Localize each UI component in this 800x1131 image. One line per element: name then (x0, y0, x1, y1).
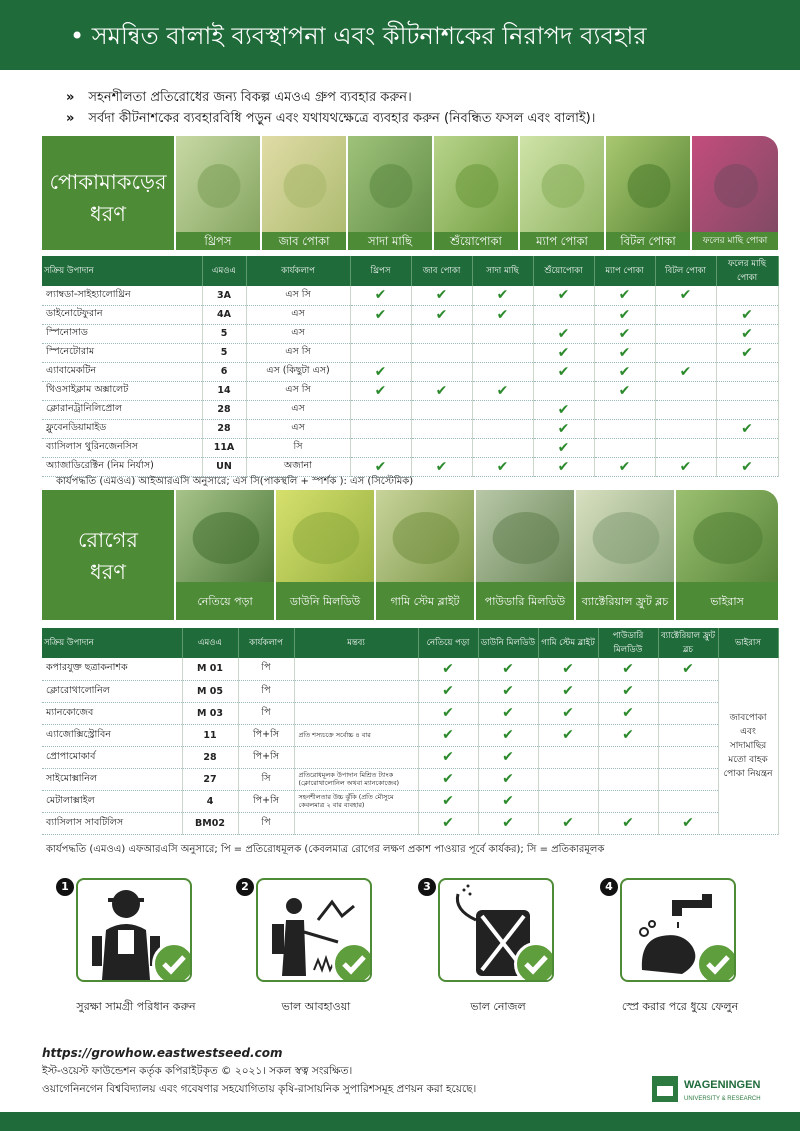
ingredient-name: ক্লোরোথালোনিল (42, 680, 182, 702)
disease-photo-caption: গামি স্টেম ব্লাইট (376, 582, 474, 620)
empty-cell (598, 790, 658, 812)
pest-table-row (42, 419, 778, 438)
empty-cell (538, 768, 598, 790)
check-icon: ✔ (594, 324, 655, 343)
check-icon: ✔ (478, 658, 538, 680)
tip-marker: » (66, 111, 75, 126)
check-icon: ✔ (598, 680, 658, 702)
check-icon: ✔ (478, 746, 538, 768)
disease-table (42, 628, 779, 835)
check-icon: ✔ (533, 362, 594, 381)
pest-photo-caption: শুঁয়োপোকা (434, 232, 518, 250)
empty-cell (594, 438, 655, 457)
empty-cell (538, 790, 598, 812)
ingredient-name: স্পিনোসাড (42, 324, 202, 343)
empty-cell (655, 305, 716, 324)
check-icon: ✔ (716, 419, 778, 438)
logo-name: WAGENINGEN (684, 1079, 761, 1091)
disease-label (42, 490, 174, 620)
empty-cell (472, 362, 533, 381)
empty-cell (472, 400, 533, 419)
empty-cell (598, 746, 658, 768)
check-icon: ✔ (411, 305, 472, 324)
pest-table-header: সক্রিয় উপাদান (42, 256, 202, 286)
moa-code: 28 (182, 746, 238, 768)
check-icon: ✔ (418, 790, 478, 812)
disease-photo (174, 490, 274, 620)
check-icon: ✔ (478, 680, 538, 702)
step-number: 3 (418, 878, 436, 896)
empty-cell (538, 746, 598, 768)
check-icon: ✔ (350, 381, 411, 400)
check-icon: ✔ (533, 438, 594, 457)
pest-table-row (42, 286, 778, 305)
empty-cell (533, 305, 594, 324)
disease-table-header: ভাইরাস (718, 628, 778, 658)
check-icon: ✔ (350, 457, 411, 476)
check-icon: ✔ (533, 324, 594, 343)
pest-photo (690, 136, 778, 250)
disease-table-row (42, 812, 778, 834)
ingredient-name: ল্যাম্বডা-সাইহ্যালোথ্রিন (42, 286, 202, 305)
check-icon: ✔ (418, 680, 478, 702)
check-icon: ✔ (598, 702, 658, 724)
pest-banner (42, 136, 778, 250)
check-icon: ✔ (350, 362, 411, 381)
tip-2 (66, 109, 595, 130)
pest-table-row (42, 438, 778, 457)
check-icon: ✔ (538, 658, 598, 680)
check-icon: ✔ (478, 812, 538, 834)
disease-table-header: নেতিয়ে পড়া (418, 628, 478, 658)
empty-cell (716, 381, 778, 400)
pest-table-row (42, 305, 778, 324)
pest-table-header: কার্যকলাপ (246, 256, 350, 286)
empty-cell (411, 438, 472, 457)
activity: এস (246, 419, 350, 438)
disease-table-row (42, 724, 778, 746)
check-icon: ✔ (594, 343, 655, 362)
disease-label-line2: ধরণ (89, 560, 127, 584)
virus-note: জাবপোকা এবং সাদামাছির মতো বাহক পোকা নিয়ন্ত্রন (718, 658, 778, 834)
empty-cell (350, 438, 411, 457)
moa-code: 6 (202, 362, 246, 381)
check-icon: ✔ (478, 724, 538, 746)
remark (294, 658, 418, 680)
pest-photo (174, 136, 260, 250)
pest-photo-caption: ম্যাপ পোকা (520, 232, 604, 250)
moa-code: 4 (182, 790, 238, 812)
check-icon: ✔ (655, 457, 716, 476)
activity: এস সি (246, 381, 350, 400)
ingredient-name: ম্যানকোজেব (42, 702, 182, 724)
disease-photo (374, 490, 474, 620)
sprayer-nozzle-icon (438, 878, 554, 982)
moa-code: BM02 (182, 812, 238, 834)
empty-cell (350, 400, 411, 419)
ingredient-name: প্রোপামোকার্ব (42, 746, 182, 768)
empty-cell (350, 343, 411, 362)
empty-cell (716, 438, 778, 457)
check-icon: ✔ (472, 457, 533, 476)
disease-banner (42, 490, 778, 620)
check-icon: ✔ (594, 305, 655, 324)
pest-table-row (42, 400, 778, 419)
activity: এস (246, 400, 350, 419)
check-icon: ✔ (411, 286, 472, 305)
ingredient-name: এ্যাজোক্সিস্ট্রোবিন (42, 724, 182, 746)
pest-photo (260, 136, 346, 250)
check-icon: ✔ (538, 702, 598, 724)
disease-table-header: কার্যকলাপ (238, 628, 294, 658)
disease-table-row (42, 680, 778, 702)
check-icon: ✔ (538, 680, 598, 702)
check-icon: ✔ (538, 724, 598, 746)
check-icon: ✔ (478, 702, 538, 724)
pest-label (42, 136, 174, 250)
ingredient-name: স্পিনেটোরাম (42, 343, 202, 362)
pest-table-header: থ্রিপস (350, 256, 411, 286)
check-icon: ✔ (533, 457, 594, 476)
remark: প্রতিরোধমূলক উপাদান মিশ্রিত ট্যাংক (ক্লোরোথালোনিল অথবা ম্যানকোজেব) (294, 768, 418, 790)
check-icon: ✔ (418, 746, 478, 768)
disease-photo-caption: নেতিয়ে পড়া (176, 582, 274, 620)
pest-table (42, 256, 779, 477)
pest-photo (346, 136, 432, 250)
check-icon: ✔ (478, 768, 538, 790)
empty-cell (658, 724, 718, 746)
moa-code: M 01 (182, 658, 238, 680)
ingredient-name: মেটালাক্সাইল (42, 790, 182, 812)
check-icon: ✔ (533, 286, 594, 305)
ingredient-name: ব্যাসিলাস সাবটিলিস (42, 812, 182, 834)
moa-code: 28 (202, 419, 246, 438)
activity: পি (238, 812, 294, 834)
disease-photo (674, 490, 778, 620)
empty-cell (594, 400, 655, 419)
step-label: ভাল নোজল (470, 1000, 526, 1013)
pest-table-header: বিটল পোকা (655, 256, 716, 286)
step-label: ভাল আবহাওয়া (281, 1000, 351, 1013)
disease-photo-caption: পাউডারি মিলডিউ (476, 582, 574, 620)
empty-cell (594, 419, 655, 438)
tip-1 (66, 88, 412, 109)
check-icon: ✔ (478, 790, 538, 812)
moa-code: 28 (202, 400, 246, 419)
check-icon: ✔ (472, 286, 533, 305)
disease-table-row (42, 790, 778, 812)
ingredient-name: কপারযুক্ত ছত্রাকনাশক (42, 658, 182, 680)
activity: এস (246, 324, 350, 343)
website-link[interactable]: https://growhow.eastwestseed.com (42, 1046, 283, 1060)
empty-cell (350, 324, 411, 343)
disease-table-header: গামি স্টেম ব্লাইট (538, 628, 598, 658)
empty-cell (411, 400, 472, 419)
disease-photo-caption: ডাউনি মিলডিউ (276, 582, 374, 620)
ingredient-name: থিওসাইক্লাম অক্সালেট (42, 381, 202, 400)
pest-table-row (42, 381, 778, 400)
check-icon: ✔ (716, 343, 778, 362)
logo-sub: UNIVERSITY & RESEARCH (684, 1096, 761, 1102)
bottom-bar (0, 1112, 800, 1131)
empty-cell (658, 768, 718, 790)
remark (294, 702, 418, 724)
empty-cell (472, 324, 533, 343)
remark: সহনশীলতার উচ্চ ঝুঁকি (প্রতি মৌসুমে কেবলমাত্র ২ বার ব্যবহার) (294, 790, 418, 812)
disease-table-row (42, 768, 778, 790)
check-icon: ✔ (533, 343, 594, 362)
empty-cell (655, 438, 716, 457)
wageningen-logo (652, 1072, 782, 1110)
activity: সি (238, 768, 294, 790)
check-icon: ✔ (472, 305, 533, 324)
tip-2-text: সর্বদা কীটনাশকের ব্যবহারবিধি পড়ুন এবং যথাযথক্ষেত্রে ব্যবহার করুন (নিবন্ধিত ফসল এবং বালাই)। (88, 111, 596, 126)
check-icon: ✔ (418, 658, 478, 680)
disease-table-header: মন্তব্য (294, 628, 418, 658)
ingredient-name: অ্যাজাডিরেক্টিন (নিম নির্যাস) (42, 457, 202, 476)
check-icon: ✔ (598, 724, 658, 746)
activity: পি (238, 680, 294, 702)
pest-table-header: জাব পোকা (411, 256, 472, 286)
empty-cell (350, 419, 411, 438)
step-number: 2 (236, 878, 254, 896)
check-icon: ✔ (594, 381, 655, 400)
activity: এস (246, 305, 350, 324)
disease-table-header: ডাউনি মিলডিউ (478, 628, 538, 658)
ok-badge (152, 942, 192, 982)
empty-cell (716, 286, 778, 305)
activity: পি+সি (238, 790, 294, 812)
check-icon: ✔ (594, 362, 655, 381)
check-icon: ✔ (418, 724, 478, 746)
empty-cell (598, 768, 658, 790)
disease-photo (474, 490, 574, 620)
step-label: সুরক্ষা সামগ্রী পরিধান করুন (76, 1000, 196, 1013)
disease-photo (274, 490, 374, 620)
ingredient-name: ব্যাসিলাস থুরিনজেনসিস (42, 438, 202, 457)
remark: প্রতি শস্যচক্রে সর্বোচ্চ ৪ বার (294, 724, 418, 746)
disease-photo-caption: ব্যাক্টেরিয়াল ফ্রুট ব্লচ (576, 582, 674, 620)
hand-wash-icon (620, 878, 736, 982)
pest-photo (604, 136, 690, 250)
pest-photo-caption: সাদা মাছি (348, 232, 432, 250)
moa-code: 3A (202, 286, 246, 305)
ppe-icon (76, 878, 192, 982)
disease-table-row (42, 702, 778, 724)
empty-cell (411, 362, 472, 381)
check-icon: ✔ (533, 400, 594, 419)
pest-photo-caption: ফলের মাছি পোকা (692, 232, 778, 250)
empty-cell (658, 790, 718, 812)
ingredient-name: সাইমোক্সানিল (42, 768, 182, 790)
empty-cell (655, 419, 716, 438)
disease-footnote: কার্যপদ্ধতি (এমওএ) এফআরএসি অনুসারে; পি = প্রতিরোধমূলক (কেবলমাত্র রোগের লক্ষণ প্রকাশ পাওয়ার পূর্বে কার্যকর); সি = প্রতিকারমূলক (46, 844, 605, 855)
pest-label-line1: পোকামাকড়ের (49, 170, 167, 194)
check-icon: ✔ (598, 812, 658, 834)
check-icon: ✔ (655, 362, 716, 381)
moa-code: M 03 (182, 702, 238, 724)
check-icon: ✔ (716, 324, 778, 343)
tip-1-text: সহনশীলতা প্রতিরোধের জন্য বিকল্প এমওএ গ্রুপ ব্যবহার করুন। (88, 90, 412, 105)
pest-photo-caption: থ্রিপস (176, 232, 260, 250)
empty-cell (533, 381, 594, 400)
ingredient-name: ডাইনোটেফুরান (42, 305, 202, 324)
disease-label-line1: রোগের (78, 528, 138, 552)
pest-table-header: ম্যাপ পোকা (594, 256, 655, 286)
weather-spray-icon (256, 878, 372, 982)
moa-code: 27 (182, 768, 238, 790)
tip-marker: » (66, 90, 75, 105)
activity: পি+সি (238, 724, 294, 746)
check-icon: ✔ (538, 812, 598, 834)
pest-label-line2: ধরণ (89, 202, 127, 226)
ingredient-name: ফ্লুবেনডিয়ামাইড (42, 419, 202, 438)
disease-photo (574, 490, 674, 620)
step-label: স্প্রে করার পরে ধুয়ে ফেলুন (621, 1000, 739, 1013)
activity: পি+সি (238, 746, 294, 768)
moa-code: 11 (182, 724, 238, 746)
check-icon: ✔ (716, 305, 778, 324)
moa-code: M 05 (182, 680, 238, 702)
disease-table-header: সক্রিয় উপাদান (42, 628, 182, 658)
check-icon: ✔ (658, 812, 718, 834)
remark (294, 746, 418, 768)
empty-cell (716, 400, 778, 419)
pest-photo-caption: জাব পোকা (262, 232, 346, 250)
empty-cell (655, 324, 716, 343)
pest-table-row (42, 343, 778, 362)
check-icon: ✔ (655, 286, 716, 305)
check-icon: ✔ (418, 768, 478, 790)
page-title: • সমন্বিত বালাই ব্যবস্থাপনা এবং কীটনাশকের নিরাপদ ব্যবহার (70, 22, 647, 50)
moa-code: 14 (202, 381, 246, 400)
disease-table-header: ব্যাক্টেরিয়াল ফ্রুট ব্লচ (658, 628, 718, 658)
empty-cell (716, 362, 778, 381)
check-icon: ✔ (594, 457, 655, 476)
empty-cell (655, 400, 716, 419)
check-icon: ✔ (350, 305, 411, 324)
empty-cell (655, 381, 716, 400)
check-icon: ✔ (598, 658, 658, 680)
disease-photo-caption: ভাইরাস (676, 582, 778, 620)
check-icon: ✔ (411, 381, 472, 400)
moa-code: 5 (202, 343, 246, 362)
activity: এস (কিছুটা এস) (246, 362, 350, 381)
pest-table-row (42, 324, 778, 343)
check-icon: ✔ (350, 286, 411, 305)
check-icon: ✔ (418, 702, 478, 724)
activity: পি (238, 702, 294, 724)
pest-table-header: এমওএ (202, 256, 246, 286)
disease-table-row (42, 658, 778, 680)
check-icon: ✔ (533, 419, 594, 438)
step-number: 4 (600, 878, 618, 896)
activity: এস সি (246, 343, 350, 362)
ingredient-name: এ্যাবামেকটিন (42, 362, 202, 381)
activity: অজানা (246, 457, 350, 476)
moa-code: UN (202, 457, 246, 476)
step-number: 1 (56, 878, 74, 896)
empty-cell (472, 343, 533, 362)
activity: সি (246, 438, 350, 457)
empty-cell (411, 324, 472, 343)
pest-photo-caption: বিটল পোকা (606, 232, 690, 250)
ok-badge (514, 942, 554, 982)
empty-cell (658, 746, 718, 768)
empty-cell (411, 343, 472, 362)
empty-cell (658, 702, 718, 724)
pest-table-header: শুঁয়োপোকা (533, 256, 594, 286)
empty-cell (411, 419, 472, 438)
title-bar (0, 0, 800, 70)
ok-badge (696, 942, 736, 982)
disease-table-header: পাউডারি মিলডিউ (598, 628, 658, 658)
empty-cell (658, 680, 718, 702)
copyright-line: ইস্ট-ওয়েস্ট ফাউন্ডেশন কর্তৃক কপিরাইটকৃত © ২০২১। সকল স্বত্ব সংরক্ষিত। (42, 1065, 353, 1077)
moa-code: 5 (202, 324, 246, 343)
empty-cell (472, 438, 533, 457)
disease-table-header: এমওএ (182, 628, 238, 658)
remark (294, 812, 418, 834)
moa-code: 4A (202, 305, 246, 324)
collaboration-line: ওয়াগেনিনগেন বিশ্ববিদ্যালয় এবং গবেষণার সহযোগিতায় কৃষি-রাসায়নিক সুপারিশসমূহ প্রণয়ন করা হয়েছে। (42, 1083, 477, 1095)
check-icon: ✔ (716, 457, 778, 476)
check-icon: ✔ (472, 381, 533, 400)
disease-table-row (42, 746, 778, 768)
check-icon: ✔ (418, 812, 478, 834)
empty-cell (472, 419, 533, 438)
ok-badge (332, 942, 372, 982)
pest-table-header: সাদা মাছি (472, 256, 533, 286)
check-icon: ✔ (411, 457, 472, 476)
check-icon: ✔ (594, 286, 655, 305)
empty-cell (655, 343, 716, 362)
activity: পি (238, 658, 294, 680)
remark (294, 680, 418, 702)
check-icon: ✔ (658, 658, 718, 680)
pest-table-header: ফলের মাছি পোকা (716, 256, 778, 286)
pest-table-row (42, 362, 778, 381)
pest-photo (518, 136, 604, 250)
pest-photo (432, 136, 518, 250)
moa-code: 11A (202, 438, 246, 457)
pest-footnote: কার্যপদ্ধতি (এমওএ) আইআরএসি অনুসারে; এস সি(পাকস্থলি + স্পর্শক ): এস (সিস্টেমিক) (56, 476, 414, 487)
activity: এস সি (246, 286, 350, 305)
ingredient-name: ক্লোরানট্রানিলিপ্রোল (42, 400, 202, 419)
